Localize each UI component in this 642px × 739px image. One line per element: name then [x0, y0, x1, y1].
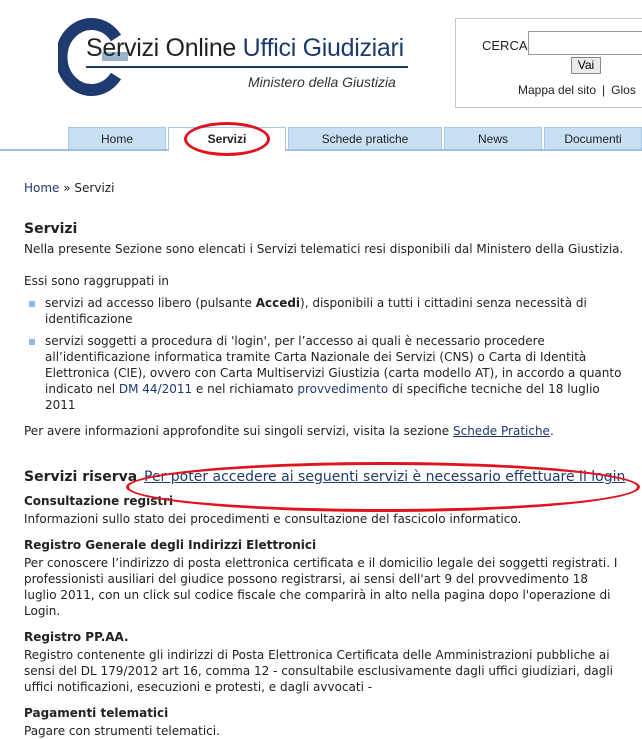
- intro-text: Nella presente Sezione sono elencati i Servizi telematici resi disponibili dal Ministero della Giustizia.: [24, 242, 624, 256]
- page-title: Servizi: [24, 221, 78, 237]
- search-panel: [455, 18, 642, 108]
- reserved-services-title: Servizi riserva: [24, 469, 138, 485]
- sitemap-link[interactable]: Mappa del sito: [518, 83, 597, 97]
- service-desc-consultazione: Informazioni sullo stato dei procedimenti e consultazione del fascicolo informatico.: [24, 512, 522, 526]
- service-desc-reginde: Per conoscere l’indirizzo di posta elettronica certificata e il domicilio legale dei soggetti registrati. I professionisti ausiliari del giudice possono registrarsi, ai sensi dell'art 9 del provvedimento 18 luglio 2011, con un click sul codice fiscale che comparirà in alto nella pagina dopo l'operazione di Login.: [24, 556, 618, 618]
- glossary-link[interactable]: Glos: [611, 83, 636, 97]
- list-item: [24, 333, 624, 413]
- dm-44-2011-link[interactable]: DM 44/2011: [118, 382, 193, 396]
- bullet2-text-end: di specifiche tecniche del 18 luglio 2011: [45, 382, 600, 412]
- info-text-post: .: [549, 424, 554, 438]
- service-desc-registro-ppaa: Registro contenente gli indirizzi di Posta Elettronica Certificata delle Amministrazioni pubbliche ai sensi del DL 179/2012 art 16, comma 12 - consultabile esclusivamente dagli uffici giudiziari, dagli uffici notificazioni, esecuzioni e protesti, e dagli avvocati -: [24, 648, 613, 694]
- tab-home-label: Home: [100, 132, 133, 146]
- grouped-text: Essi sono raggruppati in: [24, 274, 170, 288]
- tab-news[interactable]: [444, 127, 542, 149]
- site-logo[interactable]: [58, 18, 458, 98]
- schede-pratiche-link[interactable]: Schede Pratiche: [452, 424, 550, 438]
- service-desc-pagamenti: Pagare con strumenti telematici.: [24, 724, 220, 738]
- logo-title-part2: Uffici Giudiziari: [242, 34, 404, 62]
- page-header: [0, 0, 642, 128]
- service-title-reginde[interactable]: Registro Generale degli Indirizzi Elettronici: [24, 538, 317, 552]
- bullet2-text: servizi soggetti a procedura di 'login', per l’accesso ai quali è necessario procedere all’identificazione informatica tramite Carta Nazionale dei Servizi (CNS) o Carta di Identità Elettronica (CIE), ovvero con Carta Multiservizi Giustizia (carta modello AT), in accordo a quanto indicato nel: [45, 334, 622, 396]
- login-notice-link[interactable]: Per poter accedere ai seguenti servizi è necessario effettuare il login: [144, 469, 626, 485]
- list-item: [24, 295, 624, 327]
- info-text: [24, 423, 624, 439]
- tab-servizi-label: Servizi: [207, 132, 247, 146]
- service-types-list: [24, 295, 624, 413]
- info-text-pre: Per avere informazioni approfondite sui singoli servizi, visita la sezione: [24, 424, 453, 438]
- logo-title: [86, 34, 404, 63]
- breadcrumb-home-link[interactable]: Home: [24, 181, 60, 195]
- breadcrumb-current: Servizi: [74, 181, 115, 195]
- breadcrumb-separator: »: [59, 181, 75, 195]
- provvedimento-link[interactable]: provvedimento: [297, 382, 389, 396]
- service-title-pagamenti[interactable]: Pagamenti telematici: [24, 706, 169, 720]
- logo-underline: [86, 66, 408, 68]
- bullet1-bold: Accedi: [255, 296, 301, 310]
- main-content: [24, 180, 624, 739]
- search-label: CERCA: [482, 38, 528, 53]
- tab-servizi[interactable]: [168, 127, 286, 151]
- service-title-consultazione[interactable]: Consultazione registri: [24, 494, 174, 508]
- tab-documenti-label: Documenti: [564, 132, 622, 146]
- bullet1-text-end: ), disponibili a tutti i cittadini senza necessità di identificazione: [45, 296, 587, 326]
- bullet2-text-mid: e nel richiamato: [192, 382, 298, 396]
- bullet1-text: servizi ad accesso libero (pulsante: [45, 296, 256, 310]
- logo-subtitle: Ministero della Giustizia: [248, 74, 396, 90]
- tab-schede-pratiche[interactable]: [288, 127, 442, 149]
- utility-links: [518, 83, 636, 97]
- link-separator: |: [602, 83, 606, 97]
- tab-home[interactable]: [68, 127, 166, 149]
- tab-news-label: News: [477, 132, 508, 146]
- bullet-icon: [29, 301, 35, 307]
- breadcrumb: [24, 180, 624, 196]
- tab-documenti[interactable]: [544, 127, 642, 149]
- reserved-services-header: [24, 469, 624, 489]
- bullet-icon: [29, 339, 35, 345]
- service-title-registro-ppaa[interactable]: Registro PP.AA.: [24, 630, 129, 644]
- logo-title-part1: Servizi Online: [86, 34, 243, 62]
- main-nav: [0, 127, 642, 151]
- search-input[interactable]: [528, 31, 642, 55]
- tab-schede-pratiche-label: Schede pratiche: [321, 132, 409, 146]
- search-button[interactable]: Vai: [571, 57, 601, 74]
